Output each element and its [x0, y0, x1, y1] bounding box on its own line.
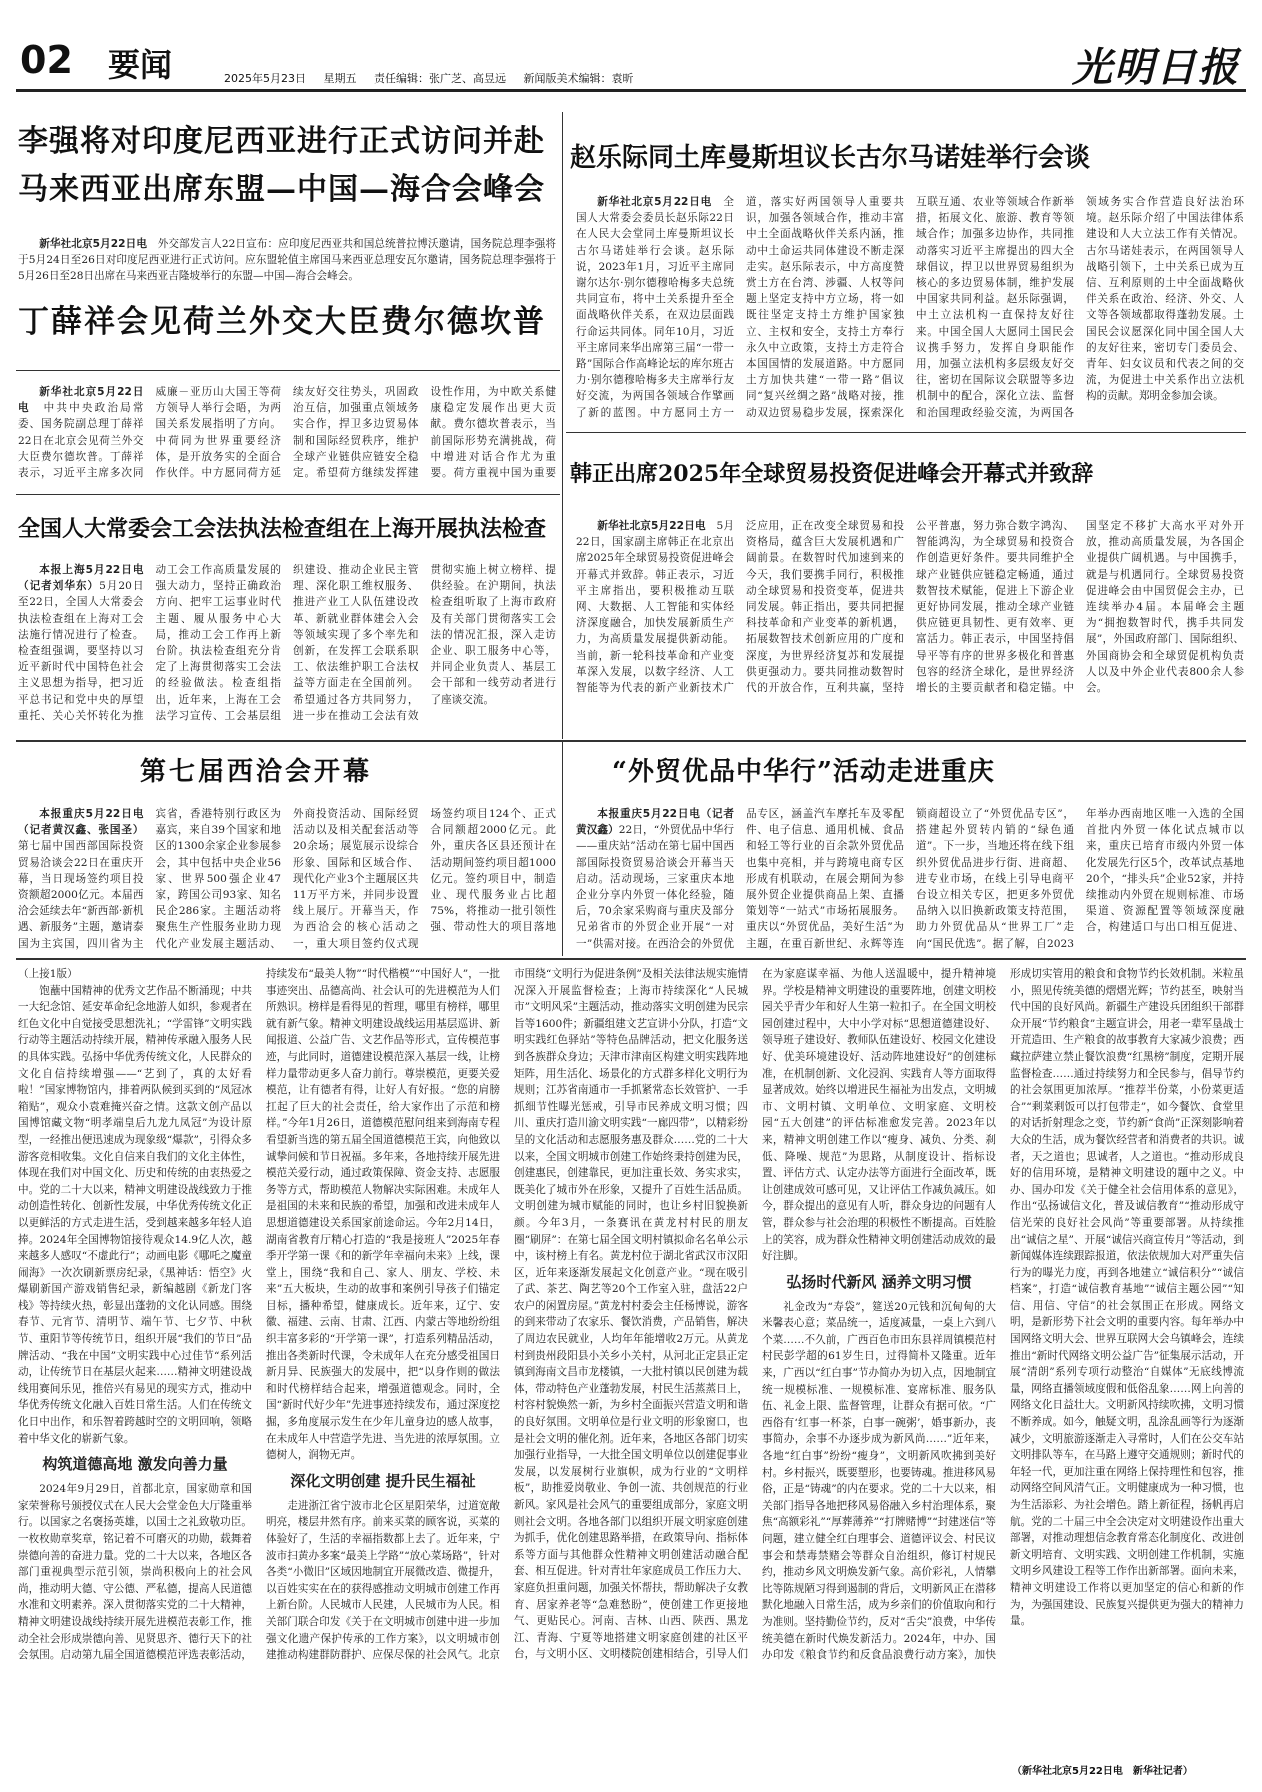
dateline: 新华社北京5月22日电: [18, 386, 144, 415]
section-divider: [16, 740, 1246, 742]
li-qiang-headline-1: 李强将对印度尼西亚进行正式访问并赴: [18, 124, 545, 159]
xiqiahui-headline: 第七届西洽会开幕: [140, 757, 373, 787]
subhead: 构筑道德高地 激发向善力量: [42, 1455, 228, 1474]
npc-inspection-headline: 全国人大常委会工会法执法检查组在上海开展执法检查: [18, 516, 547, 542]
dateline: 本报重庆5月22日电（记者黄汉鑫）: [576, 808, 734, 837]
dateline: 新华社北京5月22日电: [597, 196, 713, 208]
main-continued-article: [18, 966, 1244, 1756]
ding-xuexiang-headline: 丁薛祥会见荷兰外交大臣费尔德坎普: [18, 304, 546, 340]
page-masthead: [16, 30, 1246, 92]
responsible-editors: 责任编辑：张广芝、高昱远: [374, 72, 506, 85]
page-number: 02: [20, 38, 73, 82]
article-body: 中共中央政治局常委、国务院副总理丁薛祥22日在北京会见荷兰外交大臣费尔德坎普。丁薛祥表示，习近平主席多次同威廉－亚历山大国王等荷方领导人举行会晤，为两国关系发展指明了方向。中荷同为世界重要经济体，是开放务实的全面合作伙伴。中方愿同荷方延续友好交往势头，巩固政治互信，加强重点领域务实合作，捍卫多边贸易体制和国际经贸秩序，维护全球产业链供应链安全稳定。希望荷方继续发挥建设性作用，为中欧关系健康稳定发展作出更大贡献。费尔德坎普表示，当前国际形势充满挑战，荷中增进对话合作尤为重要。荷方重视中国为重要: [18, 386, 556, 480]
section-divider: [566, 432, 1246, 433]
npc-inspection-article: [18, 562, 556, 736]
li-qiang-headline-2: 马来西亚出席东盟—中国—海合会峰会: [18, 172, 545, 207]
ding-xuexiang-article: [18, 384, 556, 484]
section-divider: [16, 370, 560, 371]
han-zheng-article: [576, 518, 1244, 736]
article-body: 全国人大常委会委员长赵乐际22日在人民大会堂同土库曼斯坦议长古尔马诺娃举行会谈。赵乐际说，2023年1月，习近平主席同谢尔达尔·别尔德穆哈梅多夫总统共同宣布，将中土关系提升至全面战略伙伴关系，在双边层面践行命运共同体。同年10月，习近平主席同来华出席第三届“一带一路”国际合作高峰论坛的库尔班古力·别尔德穆哈梅多夫主席举行友好交流，为两国各领域合作擘画了新的蓝图。中方愿同土方一道，落实好两国领导人重要共识，加强各领域合作，推动丰富中土全面战略伙伴关系内涵，推动中土命运共同体建设不断走深走实。赵乐际表示，中方高度赞赏土方在台湾、涉疆、人权等问题上坚定支持中方立场，将一如既往坚定支持土方维护国家独立、主权和安全，支持土方奉行永久中立政策，支持土方走符合本国国情的发展道路。中方愿同土方加快共建“一带一路”倡议同“复兴丝绸之路”战略对接，推动双边贸易稳步发展，探索深化互联互通、农业等领域合作新举措，拓展文化、旅游、教育等领域合作；加强多边协作，共同推动落实习近平主席提出的四大全球倡议，捍卫以世界贸易组织为核心的多边贸易体制，维护发展中国家共同利益。赵乐际强调，中土立法机构一直保持友好往来。中国全国人大愿同土国民会议携手努力，发挥自身职能作用，加强立法机构多层级友好交往，密切在国际议会联盟等多边机制中的配合，深化立法、监督和治国理政经验交流，为两国各领域务实合作营造良好法治环境。赵乐际介绍了中国法律体系建设和人大立法工作有关情况。古尔马诺娃表示，在两国领导人战略引领下，土中关系已成为互信、互利原则的土中全面战略伙伴关系在政治、经济、外交、人文等各领域都取得蓬勃发展。土国民会议愿深化同中国全国人大的友好往来，密切专门委员会、青年、妇女议员和代表之间的交流，为促进土中关系作出立法机构的贡献。郑明金参加会谈。: [576, 196, 1244, 419]
xiqiahui-article: [18, 806, 556, 954]
section-divider: [16, 494, 560, 495]
article-body: 外交部发言人22日宣布：应印度尼西亚共和国总统普拉博沃邀请，国务院总理李强将于5月24日至26日对印度尼西亚进行正式访问。应东盟轮值主席国马来西亚总理安瓦尔邀请，国务院总理李强将于5月26日至28日出席在马来西亚吉隆坡举行的东盟—中国—海合会峰会。: [18, 238, 556, 283]
article-body: 礼金改为“寿袋”，筵送20元钱和沉甸甸的大米馨表心意；菜品统一，适度减量，一桌上六到八个菜……不久前，广西百色市田东县祥周镇模范村村民彭学超的61岁生日，过得简朴又隆重。近年来，广西以“红白事”节办简办为切入点，因地制宜统一规模标准、一规模标准、宴席标准、服务队伍、礼金上限、监督管理，让群众有据可依。“广西俗有‘红事一杯茶，白事一碗粥’，婚事新办，丧事简办，余事不办逐步成为新风尚……”近年来，各地“红白事”纷纷“瘦身”，文明新风吹拂到美好村。乡村振兴，既要塑形，也要铸魂。推进移风易俗，正是“铸魂”的内在要求。党的二十大以来，相关部门指导各地把移风易俗融入乡村治理体系，聚焦“高额彩礼”“厚葬薄养”“打牌赌博”“封建迷信”等问题，建立健全红白理事会、道德评议会、村民议事会和禁毒禁赌会等群众自治组织，修订村规民约，推动乡风文明焕发新气象。高价彩礼，人情攀比等陈规陋习得到遏制的背后，文明新风正在潜移默化地融入日常生活，成为乡亲们的价值取向和行为准则。坚持勤俭节约，反对“舌尖”浪费，中华传统美德在新时代焕发新活力。2024年，中办、国办印发《粮食节约和反食品浪费行动方案》，加快形成切实管用的粮食和食物节约长效机制。米粒虽小，照见传统美德的熠熠光辉；节约甚至，映射当代中国的良好风尚。新疆生产建设兵团组织干部群众开展“节约粮食”主题宣讲会，用老一辈军垦战士开荒造田、生产粮食的故事教育大家减少浪费；西藏拉萨建立禁止餐饮浪费“红黑榜”制度，定期开展监督检查……通过持续努力和全民参与，倡导节约的社会氛围更加浓厚。“推荐半份菜，小份菜更适合”“剩菜剩饭可以打包带走”，如今餐饮、食堂里的对话折射理念之变，节约新“食尚”正深刻影响着大众的生活，成为餐饮经营者和消费者的共识。诚者，天之道也；思诚者，人之道也。“推动形成良好的信用环境，是精神文明建设的题中之义。中办、国办印发《关于健全社会信用体系的意见》，作出“弘扬诚信文化，普及诚信教育”“推动形成守信光荣的良好社会风尚”等重要部署。从持续推出“诚信之星”、开展“诚信兴商宣传月”等活动，到新闻媒体连续跟踪报道，依法依规加大对严重失信行为的曝光力度，再到各地建立“诚信积分”“诚信档案”，打造“诚信教育基地”“诚信主题公园”“知信、用信、守信”的社会氛围正在形成。网络文明，是新形势下社会文明的重要内容。每年举办中国网络文明大会、世界互联网大会乌镇峰会，连续推出“新时代网络文明公益广告”征集展示活动，开展“清朗”系列专项行动整治“自媒体”无底线博流量，网络直播领域度假和低俗乱象……网上向善的网络文化日益壮大。文明新风持续吹拂，文明习惯不断养成。如今，触疑文明，乱涂乱画等行为逐渐减少，文明旅游逐渐走入寻常时，人们在公交车站文明排队等车，在马路上遵守交通规则；新时代的年轻一代，更加注重在网络上保持理性和包容，推动网络空间风清气正。文明健康成为一种习惯，也为生活添彩、为社会增色。踏上新征程，扬帆再启航。党的二十届三中全会决定对文明建设作出重大部署，对推动理想信念教育常态化制度化、改进创新文明培育、文明实践、文明创建工作机制，实施文明乡风建设工程等工作作出新部署。面向未来，精神文明建设工作将以更加坚定的信心和新的作为，为强国建设、民族复兴提供更为强大的精神力量。: [762, 968, 1244, 1662]
issue-meta: [224, 70, 648, 86]
subhead: 深化文明创建 提升民生福祉: [290, 1471, 476, 1490]
newspaper-logo: 光明日报: [1072, 44, 1240, 91]
article-body: 5月20日至22日，全国人大常委会执法检查组在上海对工会法施行情况进行了检查。检查组强调，要坚持以习近平新时代中国特色社会主义思想为指导，把习近平总书记和党中央的厚望重托、关心关怀转化为推动工会工作高质量发展的强大动力，坚持正确政治方向、把牢工运事业时代主题、履从服务中心大局，推动工会工作再上新台阶。执法检查组充分肯定了上海贯彻落实工会法的经验做法。检查组指出，近年来，上海在工会法学习宣传、工会基层组织建设、推动企业民主管理、深化职工维权服务、推进产业工人队伍建设改革、新就业群体建会入会等领域实现了多个率先和创新，在发挥工会联系职工、依法维护职工合法权益等方面走在全国前列。希望通过各方共同努力，进一步在推动工会法有效贯彻实施上树立榜样、提供经验。在沪期间，执法检查组听取了上海市政府及有关部门贯彻落实工会法的情况汇报，深入走访企业、职工服务中心等，并同企业负责人、基层工会干部和一线劳动者进行了座谈交流。: [18, 564, 556, 722]
article-body: 第七届中国西部国际投资贸易洽谈会22日在重庆开幕，当日现场签约项目投资额超2000亿元。本届西洽会延续去年“新西部·新机遇、新服务”主题，邀请泰国为主宾国，四川省为主宾省，香港特别行政区为嘉宾，来自39个国家和地区的1300余家企业参展参会，其中包括中央企业56家、世界500强企业47家，跨国公司93家、知名民企286家。主题活动将聚焦生产性服务业助力现代化产业发展主题活动、外商投资活动、国际经贸活动以及相关配套活动等20余场；展览展示设综合形象、国际和区域合作、现代化产业3个主题展区共11万平方米，并同步设置线上展厅。开幕当天，作为西洽会的核心活动之一，重大项目签约仪式现场签约项目124个、正式合同额超2000亿元。此外，重庆各区县还预计在活动期间签约项目超1000亿元。签约项目中，制造业、现代服务业占比超75%，将推动一批引领性强、带动性大的项目落地: [18, 808, 556, 950]
column-divider: [562, 742, 563, 956]
column-divider: [562, 112, 563, 739]
dateline: 新华社北京5月22日电: [39, 238, 148, 250]
section-title: 要闻: [108, 46, 173, 84]
art-editor: 新闻版美术编辑：袁昕: [523, 72, 634, 85]
dateline: 本报上海5月22日电（记者刘华东）: [18, 564, 144, 593]
article-body: 走进浙江省宁波市北仑区星阳荣华，过道宽敞明亮，楼层井然有序。前来买菜的顾客说，买菜的体验好了，生活的幸福指数都上去了。近年来，宁波市扫黄办多案“最美上学路”“放心菜场路”，针对各类“小微旧”区域因地制宜开展微改造、微提升，以百姓实实在在的获得感推动文明城市创建工作再上新台阶。人民城市人民建，人民城市为人民。相关部门联合印发《关于在文明城市创建中进一步加强文化遗产保护传承的工作方案》，以文明城市创建推动构建群防群护、应保尽保的社会风气。北京市围绕“文明行为促进条例”及相关法律法规实施情况深入开展监督检查；上海市持续深化“人民城市”文明风采”主题活动，推动落实文明创建为民宗旨等1600件；新疆组建文艺宣讲小分队，打造“文明实践红色驿站”等特色品牌活动，把文化服务送到各族群众身边；天津市津南区构建文明实践阵地矩阵，用生活化、场景化的方式群多样化文明行为规则；江苏省南通市一手抓紧常态长效管护、一手抓细节性曝光惩戒，引导市民养成文明习惯；四川、重庆打造川渝文明实践“一廊四带”，以精彩纷呈的文化活动和志愿服务惠及群众……党的二十大以来，全国文明城市创建工作始终秉持创建为民，创建惠民，创建靠民，更加注重长效、务实求实，既美化了城市外在形象，又提升了百姓生活品质。文明创建为城市赋能的同时，也让乡村旧貌换新颜。今年3月，一条赛讯在黄龙村村民的朋友圈“刷屏”：在第七届全国文明村镇拟命名名单公示中，该村榜上有名。黄龙村位于湖北省武汉市汉阳区，近年来逐渐发展起文化创意产业。“现在吸引了武、茶艺、陶艺等20个工作室入驻，盘活22户农户的闲置房屋。”黄龙村村委会主任杨博说，游客的到来带动了农家乐、餐饮消费，产品销售，解决了周边农民就业，人均年年能增收2万元。从黄龙村到贵州段阳县小关乡小关村，从河北正定县正定镇到海南文昌市龙楼镇，一大批村镇以民创建为载体，带动特色产业蓬勃发展，村民生活蒸蒸日上，村容村貌焕然一新，为乡村全面振兴营造文明和谐的良好氛围。文明单位是行业文明的形象窗口，也是社会文明的催化剂。近年来，各地区各部门切实加强行业指导，一大批全国文明单位以创建促事业发展，以发展树行业旗帜，成为行业的“文明样板”，助推爱岗敬业、争创一流、共创规范的行业新风。家风是社会风气的重要组成部分，家庭文明则社会文明。各地各部门以组织开展文明家庭创建为抓手，优化创建思路举措，在政策导向、指标体系等方面与其他群众性精神文明创建活动融合配套、相互促进。针对青壮年家庭成员工作压力大、家庭负担重问题，加强关怀帮扶，帮助解决子女教育、居家养老等“急难愁盼”，使创建工作更接地气、更贴民心。河南、吉林、山西、陕西、黑龙江、青海、宁夏等地搭建文明家庭创建的社区平台，与文明小区、文明楼院创建相结合，引导人们在为家庭谋幸福、为他人送温暖中，提升精神境界。学校是精神文明建设的重要阵地，创建文明校园关乎青少年和好人生第一粒扣子。在全国文明校园创建过程中，大中小学对标“思想道德建设好、领导班子建设好、教师队伍建设好、校园文化建设好、优美环境建设好、活动阵地建设好”的创建标准，在机制创新、文化浸润、实践育人等方面取得显著成效。始终以增进民生福祉为出发点，文明城市、文明村镇、文明单位、文明家庭、文明校园“五大创建”的评估标准愈发完善。2023年以来，精神文明创建工作以“瘦身、减负、分类、刹低、降噪、规范”为思路，从制度设计、指标设置、评估方式、认定办法等方面进行全面改革，既让创建成效可感可见，又让评估工作减负减压。如今，群众提出的意见有人听，群众身边的问题有人管，群众参与社会治理的积极性不断提高。百姓脸上的笑容，成为群众性精神文明创建活动成效的最好注脚。: [266, 968, 996, 1662]
continued-label-text: （上接1版）: [18, 968, 78, 980]
li-qiang-article: [18, 236, 556, 288]
article-body: 2024年9月29日，首都北京，国家勋章和国家荣誉称号颁授仪式在人民大会堂金色大厅隆重举行。以国家之名褒扬英雄，以国士之礼致敬功臣。一枚枚勋章奖章，铭记着不可磨灭的功勋，载舞着崇德向善的奋进力量。党的二十大以来，各地区各部门重视典型示范引领，崇尚积极向上的社会风尚，推动明大德、守公德、严私德，提高人民道德水准和文明素养。深入贯彻落实党的二十大精神，精神文明建设战线持续开展先进模范表彰工作，推动全社会形成崇德向善、见贤思齐、德行天下的社会氛围。启动第九届全国道德模范评选表彰活动，持续发布“最美人物”“时代楷模”“中国好人”，一批事迹突出、品德高尚、社会认可的先进模范为人们所熟识。榜样是看得见的哲理，哪里有榜样，哪里就有新气象。精神文明建设战线运用基层巡讲、新闻报道、公益广告、文艺作品等形式，宣传模范事迹，与此同时，道德建设模范深入基层一线，让榜样力量带动更多人奋力前行。尊崇模范，更要关爱模范，让有德者有得，让好人有好报。“您的肩膀扛起了巨大的社会责任，给大家作出了示范和榜样。”今年1月26日，道德模范慰问组来到海南专程看望新当选的第五届全国道德模范王宾，向他致以诚挚问候和节日祝福。多年来，各地持续开展先进模范关爱行动，通过政策保障、资金支持、志愿服务等方式，帮助模范人物解决实际困难。未成年人是祖国的未来和民族的希望，加强和改进未成年人思想道德建设关系国家前途命运。今年2月14日，湖南省教育厅精心打造的“我是接班人”2025年春季开学第一课《和的新学年幸福向未来》上线，课堂上，围绕“我和自己、家人、朋友、学校、未来”五大板块，生动的故事和案例引导孩子们锚定目标，播种希望，健康成长。近年来，辽宁、安徽、福建、云南、甘肃、江西、内蒙古等地纷纷组织丰富多彩的“开学第一课”，打造系列精品活动，推出各类新时代课，令未成年人在充分感受祖国日新月异、民族强大的发展中，把“以身作则的做法和时代榜样结合起来，增强道德观念。同时，全国“新时代好少年”先进事迹持续发布，通过深度挖掘，多角度展示发生在少年儿童身边的感人故事，在未成年人中营造学先进、当先进的浓厚氛围。立德树人，润物无声。: [18, 968, 500, 1662]
zhao-leji-headline: 赵乐际同土库曼斯坦议长古尔马诺娃举行会谈: [570, 143, 1091, 173]
issue-date: 2025年5月23日: [224, 72, 306, 85]
waimao-headline: “外贸优品中华行”活动走进重庆: [612, 757, 995, 787]
zhao-leji-article: [576, 194, 1244, 426]
section-divider: [16, 958, 1246, 960]
article-credit: （新华社北京5月22日电 新华社记者）: [1012, 1766, 1193, 1777]
article-body: 饱蘸中国精神的优秀文艺作品不断涌现；中共一大纪念馆、延安革命纪念地游人如织，参观者在红色文化中自觉接受思想洗礼；“学雷锋”文明实践行动等主题活动持续开展，精神传承融入服务人民的具体实践。弘扬中华优秀传统文化，人民群众的文化自信持续增强——“艺到了，真的太好看啦！”国家博物馆内，排着两队候到买到的“凤冠冰箱贴”，观众小袁难掩兴奋之情。这款文创产品以国博馆藏文物“明孝端皇后九龙九凤冠”为设计原型，一经推出便迅速成为现象级“爆款”，引得众多游客竞相收集。文化自信来自我们的文化主体性，体现在我们对中国文化、历史和传统的由衷热爱之中。党的二十大以来，精神文明建设战线致力于推动创造性转化、创新性发展，中华优秀传统文化正以更鲜活的方式走进生活，受到越来越多年轻人追捧。2024年全国博物馆接待观众14.9亿人次，越来越多人感叹“不虚此行”；动画电影《哪吒之魔童闹海》一次次刷新票房纪录，《黑神话：悟空》火爆刷新国产游戏销售纪录，新编越剧《新龙门客栈》等持续火热，彰显出蓬勃的文化认同感。围绕春节、元宵节、清明节、端午节、七夕节、中秋节、重阳节等传统节日，组织开展“我们的节日”品牌活动、“我在中国”文明实践中心过佳节“系列活动，让传统节日在基层火起来……精神文明建设战线用赛间乐见，推倍兴有易见的现实方式，推动中华优秀传统文化融入百姓日常生活。人们在传统文化日中出作，和乐智着跨越时空的文明回响，领略着中华文化的崭新气象。: [18, 984, 252, 1445]
article-body: 22日，“外贸优品中华行——重庆站”活动在第七届中国西部国际投资贸易洽谈会开幕当天启动。活动现场，三家重庆本地企业分享内外贸一体化经验，随后，70余家采购商与重庆及部分兄弟省市的外贸企业开展“一对一”供需对接。在西洽会的外贸优品专区，涵盖汽车摩托车及零配件、电子信息、通用机械、食品和轻工等行业的百余款外贸优品也集中亮相，并与跨境电商专区形成有机联动，在展会期间为参展外贸企业提供商品上架、直播策划等“一站式”市场拓展服务。重庆以“外贸优品，美好生活”为主题，在重百新世纪、永辉等连锁商超设立了“外贸优品专区”，搭建起外贸转内销的“绿色通道”。下一步，当地还将在线下组织外贸优品进步行街、进商超、进专业市场，在线上引导电商平台设立相关专区，把更多外贸优品纳入以旧换新政策支持范围，助力外贸优品从“世界工厂”走向“国民优选”。据了解，自2023年举办西南地区唯一入选的全国首批内外贸一体化试点城市以来，重庆已培育市级内外贸一体化发展先行区5个，改革试点基地20个，“排头兵”企业52家，并持续推动内外贸在规则标准、市场渠道、资源配置等领域深度融合，构建适口与出口相互促进、: [576, 808, 1244, 950]
han-zheng-headline: 韩正出席2025年全球贸易投资促进峰会开幕式并致辞: [570, 461, 1094, 487]
dateline: 新华社北京5月22日电: [597, 520, 706, 532]
dateline: 本报重庆5月22日电（记者黄汉鑫、张国圣）: [18, 808, 144, 837]
issue-weekday: 星期五: [323, 72, 357, 85]
article-body: 5月22日，国家副主席韩正在北京出席2025年全球贸易投资促进峰会开幕式并致辞。韩正表示，习近平主席指出，要积极推动互联网、大数据、人工智能和实体经济深度融合，加快发展新质生产力，为高质量发展提供新动能。当前，新一轮科技革命和产业变革深入发展，以数字经济、人工智能等为代表的新产业新技术广泛应用，正在改变全球贸易和投资格局，蕴含巨大发展机遇和广阔前景。在数智时代加速到来的今天，我们要携手同行，积极推动全球贸易和投资变革，促进共同发展。韩正指出，要共同把握科技革命和产业变革的新机遇，拓展数智技术创新应用的广度和深度，为世界经济复苏和发展提供更强动力。要共同推动数智时代的开放合作，互利共赢，坚持公平普惠，努力弥合数字鸿沟、智能鸿沟，为全球贸易和投资合作创造更好条件。要共同维护全球产业链供应链稳定畅通，通过数智技术赋能，促进上下游企业更好协同发展，推动全球产业链供应链更具韧性、更有效率、更富活力。韩正表示，中国坚持倡导平等有序的世界多极化和普惠包容的经济全球化，是世界经济增长的主要贡献者和稳定锚。中国坚定不移扩大高水平对外开放，推动高质量发展，为各国企业提供广阔机遇。与中国携手，就是与机遇同行。全球贸易投资促进峰会由中国贸促会主办，已连续举办4届。本届峰会主题为“拥抱数智时代，携手共同发展”，外国政府部门、国际组织、外国商协会和全球贸促机构负责人以及中外企业代表800余人参会。: [576, 520, 1244, 695]
waimao-article: [576, 806, 1244, 954]
subhead: 弘扬时代新风 涵养文明习惯: [786, 1272, 972, 1291]
